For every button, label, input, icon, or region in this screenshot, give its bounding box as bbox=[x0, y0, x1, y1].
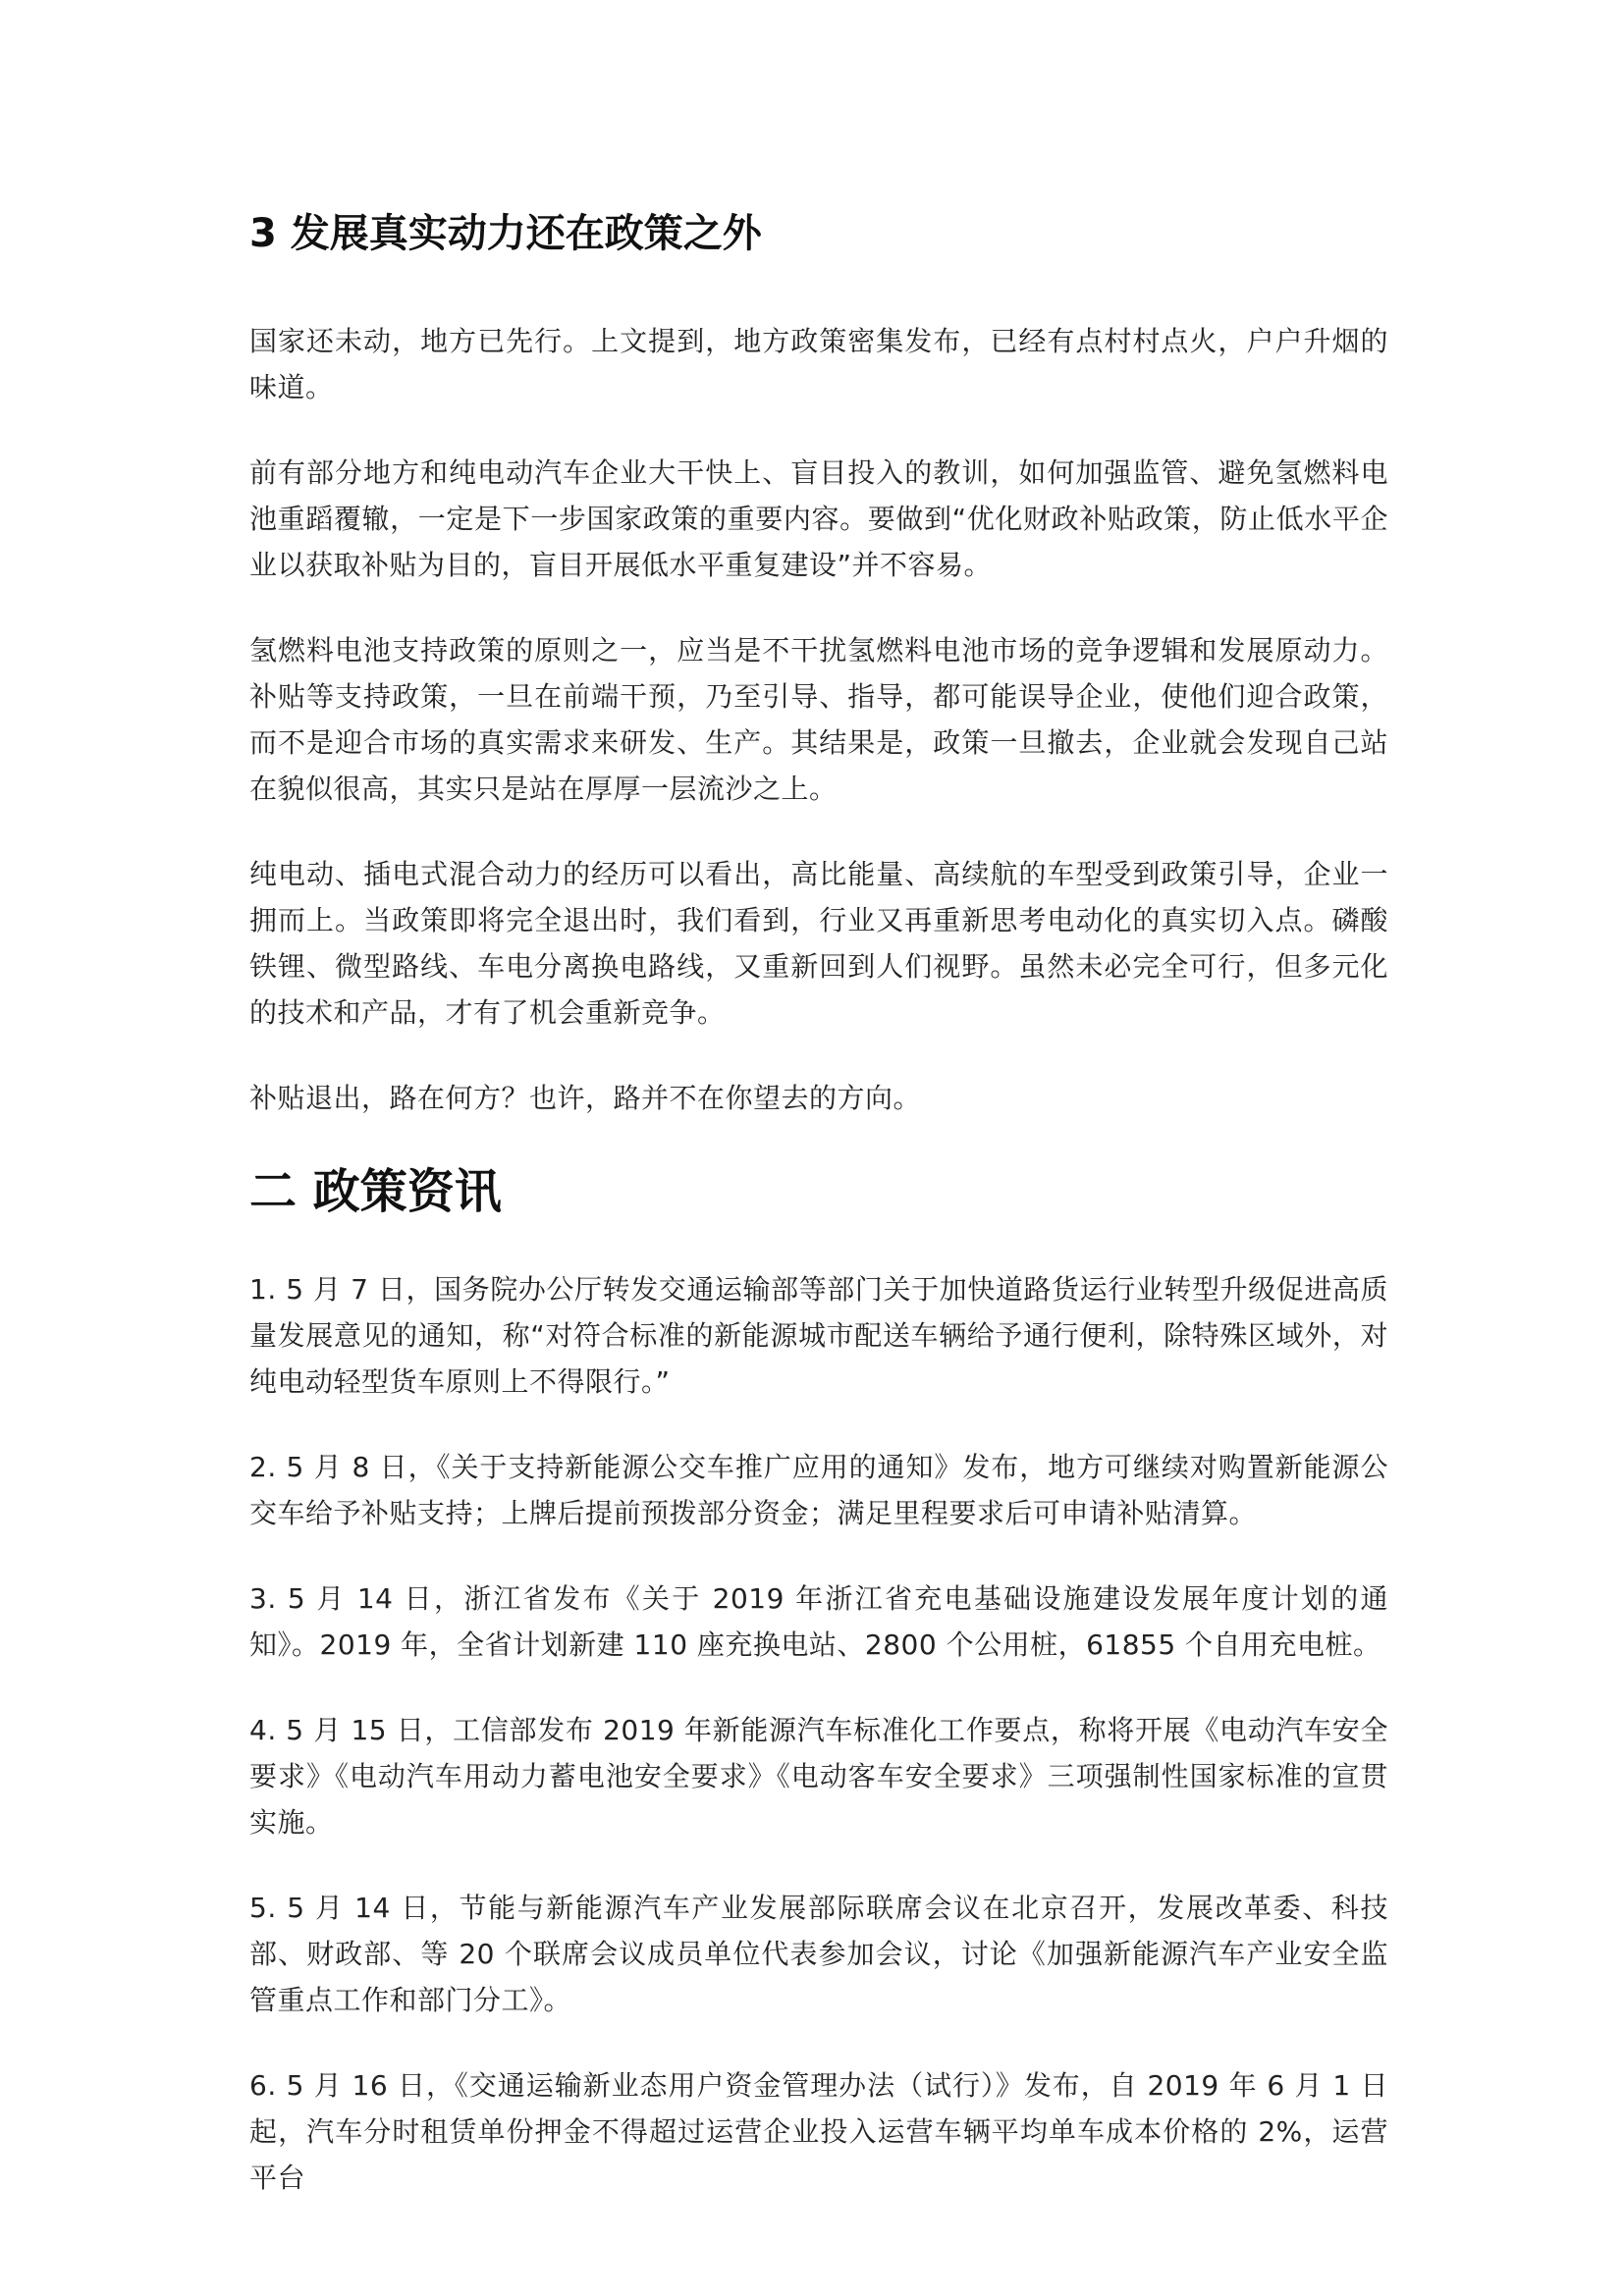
policy-news-item-6: 6. 5 月 16 日，《交通运输新业态用户资金管理办法（试行）》发布，自 2019 年 6 月 1 日起，汽车分时租赁单份押金不得超过运营企业投入运营车辆平均单车成本价格的 2%，运营平台 bbox=[249, 2069, 1388, 2194]
section-3-paragraph-4: 纯电动、插电式混合动力的经历可以看出，高比能量、高续航的车型受到政策引导，企业一拥而上。当政策即将完全退出时，我们看到，行业又再重新思考电动化的真实切入点。磷酸铁锂、微型路线、车电分离换电路线，又重新回到人们视野。虽然未必完全可行，但多元化的技术和产品，才有了机会重新竞争。 bbox=[249, 858, 1388, 1029]
policy-news-item-2: 2. 5 月 8 日，《关于支持新能源公交车推广应用的通知》发布，地方可继续对购置新能源公交车给予补贴支持；上牌后提前预拨部分资金；满足里程要求后可申请补贴清算。 bbox=[249, 1451, 1388, 1529]
section-3-heading: 3 发展真实动力还在政策之外 bbox=[249, 211, 762, 256]
section-3-paragraph-1: 国家还未动，地方已先行。上文提到，地方政策密集发布，已经有点村村点火，户户升烟的味道。 bbox=[249, 325, 1388, 403]
policy-news-item-5: 5. 5 月 14 日，节能与新能源汽车产业发展部际联席会议在北京召开，发展改革委、科技部、财政部、等 20 个联席会议成员单位代表参加会议，讨论《加强新能源汽车产业安全监管重点工作和部门分工》。 bbox=[249, 1892, 1388, 2016]
policy-news-item-1: 1. 5 月 7 日，国务院办公厅转发交通运输部等部门关于加快道路货运行业转型升级促进高质量发展意见的通知，称“对符合标准的新能源城市配送车辆给予通行便利，除特殊区域外，对纯电动轻型货车原则上不得限行。” bbox=[249, 1273, 1388, 1398]
policy-news-item-4: 4. 5 月 15 日，工信部发布 2019 年新能源汽车标准化工作要点，称将开展《电动汽车安全要求》《电动汽车用动力蓄电池安全要求》《电动客车安全要求》三项强制性国家标准的宣贯实施。 bbox=[249, 1714, 1388, 1839]
section-3-paragraph-3: 氢燃料电池支持政策的原则之一，应当是不干扰氢燃料电池市场的竞争逻辑和发展原动力。补贴等支持政策，一旦在前端干预，乃至引导、指导，都可能误导企业，使他们迎合政策，而不是迎合市场的真实需求来研发、生产。其结果是，政策一旦撤去，企业就会发现自己站在貌似很高，其实只是站在厚厚一层流沙之上。 bbox=[249, 634, 1388, 805]
section-3-paragraph-5: 补贴退出，路在何方？也许，路并不在你望去的方向。 bbox=[249, 1082, 922, 1114]
policy-news-item-3: 3. 5 月 14 日，浙江省发布《关于 2019 年浙江省充电基础设施建设发展年度计划的通知》。2019 年，全省计划新建 110 座充换电站、2800 个公用桩，61855 个自用充电桩。 bbox=[249, 1582, 1388, 1661]
section-2-heading: 二 政策资讯 bbox=[249, 1164, 502, 1219]
section-3-paragraph-2: 前有部分地方和纯电动汽车企业大干快上、盲目投入的教训，如何加强监管、避免氢燃料电池重蹈覆辙，一定是下一步国家政策的重要内容。要做到“优化财政补贴政策，防止低水平企业以获取补贴为目的，盲目开展低水平重复建设”并不容易。 bbox=[249, 456, 1388, 581]
page-content bbox=[249, 206, 1388, 2201]
